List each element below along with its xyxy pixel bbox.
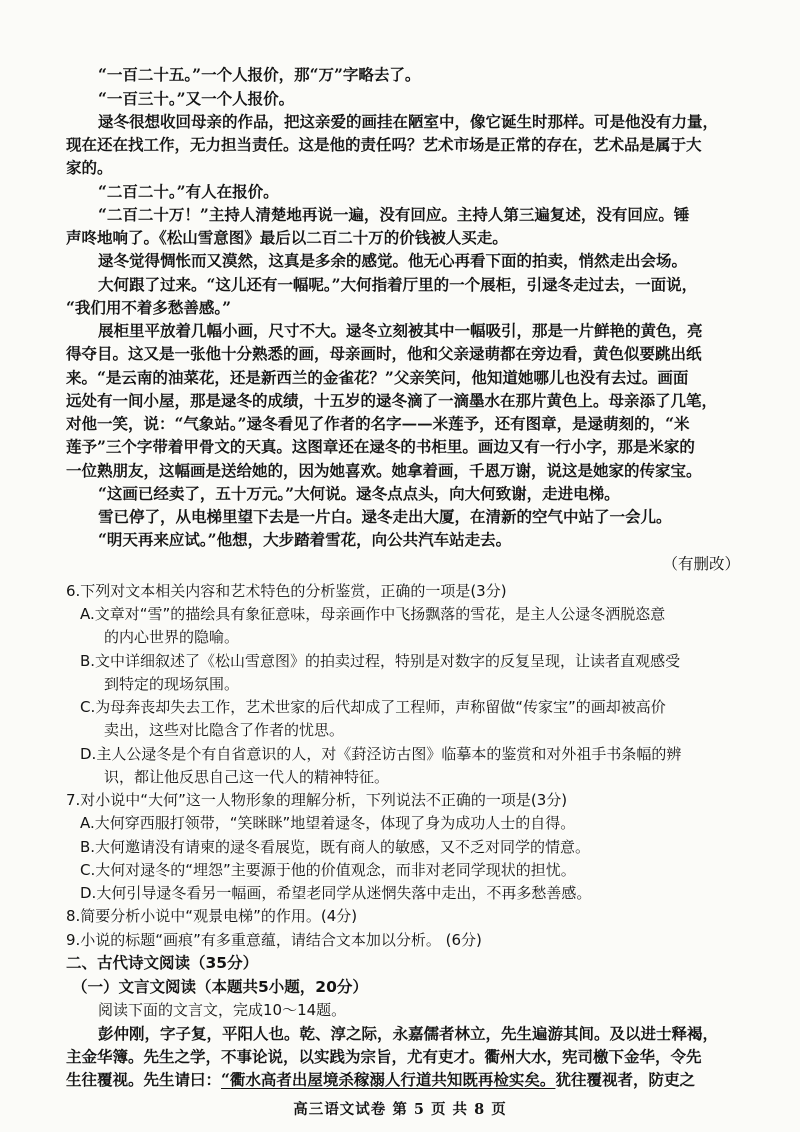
question-6-option-a: 的内心世界的隐喻。 xyxy=(104,628,240,646)
question-7-option-a: A.大何穿西服打领带，“笑眯眯”地望着逯冬，体现了身为成功人士的自得。 xyxy=(80,814,576,832)
story-line: 来。“是云南的油菜花，还是新西兰的金雀花？”父亲笑问，他知道她哪儿也没有去过。画面 xyxy=(66,368,689,387)
story-line: 现在还在找工作，无力担当责任。这是他的责任吗？艺术市场是正常的存在，艺术品是属于大 xyxy=(66,135,702,154)
passage-text: 犹往覆视者，防吏之 xyxy=(555,1070,695,1089)
story-line: “一百三十。”又一个人报价。 xyxy=(98,89,295,108)
question-7-option-c: C.大何对逯冬的“埋怨”主要源于他的价值观念，而非对老同学现状的担忧。 xyxy=(80,861,576,879)
story-line: 对他一笑，说：“气象站。”逯冬看见了作者的名字——米莲予，还有图章，是逯萌刻的，“米 xyxy=(66,414,690,433)
section-2-subtitle: （一）文言文阅读（本题共5小题，20分） xyxy=(72,978,368,996)
story-line: 大何跟了过来。“这儿还有一幅呢。”大何指着厅里的一个展柜，引逯冬走过去，一面说， xyxy=(98,275,698,294)
story-line: 声咚地响了。《松山雪意图》最后以二百二十万的价钱被人买走。 xyxy=(66,228,508,247)
question-6-option-c: C.为母奔丧却失去工作，艺术世家的后代却成了工程师，声称留做“传家宝”的画却被高价 xyxy=(80,698,666,716)
story-line: 逯冬觉得惆怅而又漠然，这真是多余的感觉。他无心再看下面的拍卖，悄然走出会场。 xyxy=(98,251,688,270)
question-6-option-a: A.文章对“雪”的描绘具有象征意味，母亲画作中飞扬飘落的雪花，是主人公逯冬洒脱恣意 xyxy=(80,605,666,623)
passage-text: 生往覆视。先生请曰： xyxy=(66,1070,222,1089)
section-2-title: 二、古代诗文阅读（35分） xyxy=(66,954,259,972)
question-6-option-d: 识，都让他反思自己这一代人的精神特征。 xyxy=(104,768,390,786)
question-6-option-b: 到特定的现场氛围。 xyxy=(104,675,240,693)
question-6-option-d: D.主人公逯冬是个有自省意识的人，对《葑泾访古图》临摹本的鉴赏和对外祖手书条幅的辨 xyxy=(80,745,682,763)
story-line: “这画已经卖了，五十万元。”大何说。逯冬点点头，向大何致谢，走进电梯。 xyxy=(98,484,620,503)
question-7-option-d: D.大何引导逯冬看另一幅画，希望老同学从迷惘失落中走出，不再多愁善感。 xyxy=(80,884,592,902)
question-7-option-b: B.大何邀请没有请柬的逯冬看展览，既有商人的敏感，又不乏对同学的情意。 xyxy=(80,838,591,856)
story-line: 莲予”三个字带着甲骨文的天真。这图章还在逯冬的书柜里。画边又有一行小字，那是米家的 xyxy=(66,437,695,456)
story-line: 家的。 xyxy=(66,158,113,177)
story-line: 展柜里平放着几幅小画，尺寸不大。逯冬立刻被其中一幅吸引，那是一片鲜艳的黄色，亮 xyxy=(98,321,703,340)
section-2-instruction: 阅读下面的文言文，完成10～14题。 xyxy=(98,1001,347,1019)
classical-passage-line xyxy=(66,1069,766,1091)
story-line: “一百二十五。”一个人报价，那“万”字略去了。 xyxy=(98,65,421,84)
question-6-option-b: B.文中详细叙述了《松山雪意图》的拍卖过程，特别是对数字的反复呈现，让读者直观感受 xyxy=(80,652,681,670)
classical-passage-line: 彭仲刚，字子复，平阳人也。乾、淳之际，永嘉儒者林立，先生遍游其间。及以进士释褐， xyxy=(98,1024,719,1043)
story-line: “我们用不着多愁善感。” xyxy=(66,298,232,317)
story-line: “二百二十。”有人在报价。 xyxy=(98,182,279,201)
story-line: 一位熟朋友，这幅画是送给她的，因为她喜欢。她拿着画，千恩万谢，说这是她家的传家宝。 xyxy=(66,461,702,480)
story-line: 远处有一间小屋，那是逯冬的成绩，十五岁的逯冬滴了一滴墨水在那片黄色上。母亲添了几笔， xyxy=(66,391,718,410)
edit-note: （有删改） xyxy=(662,555,740,573)
page-footer: 高三语文试卷 第 5 页 共 8 页 xyxy=(293,1101,507,1118)
story-line: 得夺目。这又是一张他十分熟悉的画，母亲画时，他和父亲逯萌都在旁边看，黄色似要跳出纸 xyxy=(66,344,702,363)
story-line: 雪已停了，从电梯里望下去是一片白。逯冬走出大厦，在清新的空气中站了一会儿。 xyxy=(98,507,672,526)
classical-passage-line: 主金华簿。先生之学，不事论说，以实践为宗旨，尤有吏才。衢州大水，宪司檄下金华，令先 xyxy=(66,1047,702,1066)
question-8: 8.简要分析小说中“观景电梯”的作用。(4分) xyxy=(66,907,358,925)
underlined-sentence: “衢水高者出屋境杀稼溺人行道共知既再检实矣。 xyxy=(221,1070,556,1089)
question-6-stem: 6.下列对文本相关内容和艺术特色的分析鉴赏，正确的一项是(3分) xyxy=(66,582,507,600)
story-line: 逯冬很想收回母亲的作品，把这亲爱的画挂在陋室中，像它诞生时那样。可是他没有力量， xyxy=(98,112,719,131)
question-6-option-c: 卖出，这些对比隐含了作者的忧思。 xyxy=(104,721,345,739)
story-line: “明天再来应试。”他想，大步踏着雪花，向公共汽车站走去。 xyxy=(98,530,512,549)
question-9: 9.小说的标题“画痕”有多重意蕴，请结合文本加以分析。 (6分) xyxy=(66,931,482,949)
story-line: “二百二十万！”主持人清楚地再说一遍，没有回应。主持人第三遍复述，没有回应。锤 xyxy=(98,205,690,224)
question-7-stem: 7.对小说中“大何”这一人物形象的理解分析，下列说法不正确的一项是(3分) xyxy=(66,791,568,809)
